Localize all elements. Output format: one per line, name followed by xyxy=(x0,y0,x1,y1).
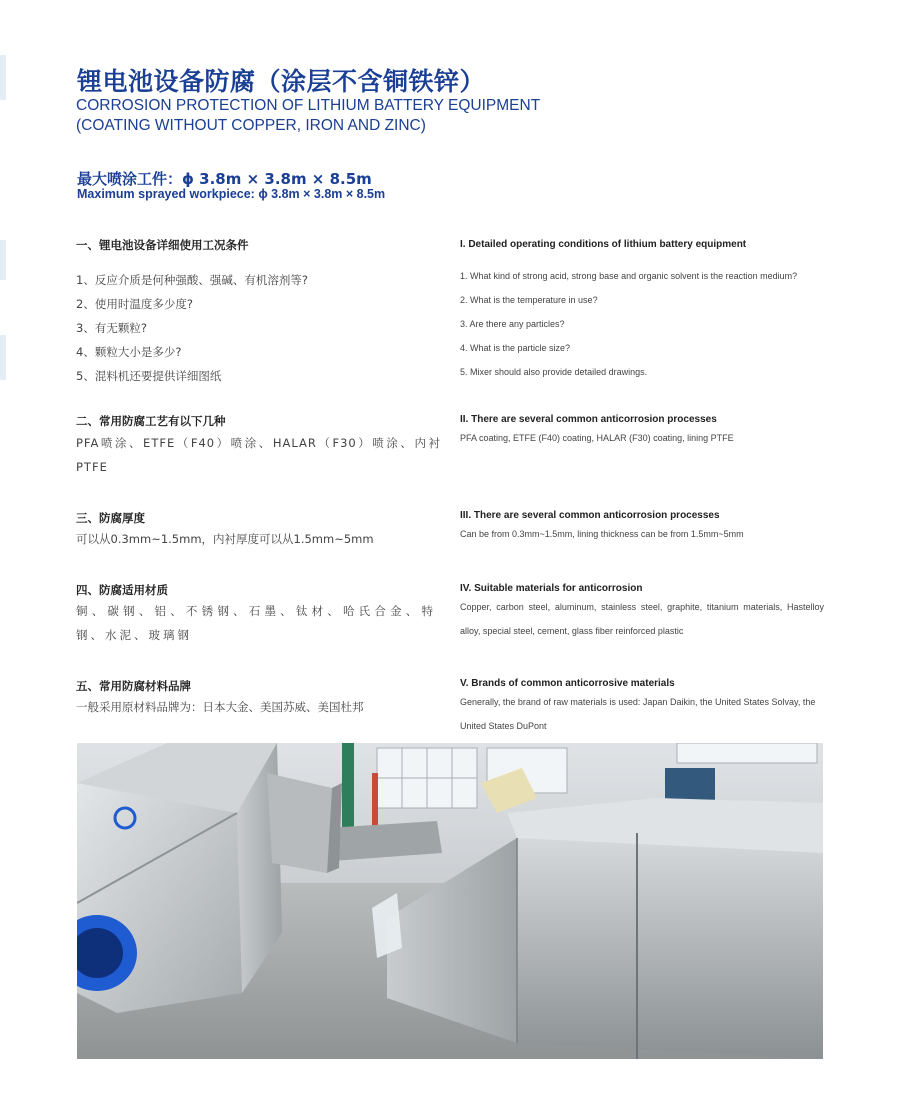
edge-decoration xyxy=(0,335,6,380)
section-heading: III. There are several common anticorrosion processes xyxy=(460,510,720,521)
section-heading: 一、锂电池设备详细使用工况条件 xyxy=(76,238,249,252)
subtitle-line-1: CORROSION PROTECTION OF LITHIUM BATTERY EQUIPMENT xyxy=(76,97,541,114)
section-text: PFA coating, ETFE (F40) coating, HALAR (F30) coating, lining PTFE xyxy=(460,433,734,443)
list-item: 4、颗粒大小是多少? xyxy=(76,345,182,359)
section-heading: IV. Suitable materials for anticorrosion xyxy=(460,583,643,594)
max-workpiece-en: Maximum sprayed workpiece: ϕ 3.8m × 3.8m × 8.5m xyxy=(77,187,386,201)
list-item: 3. Are there any particles? xyxy=(460,319,565,329)
section-5-en xyxy=(460,678,826,738)
list-item: 4. What is the particle size? xyxy=(460,343,571,353)
section-1-cn xyxy=(76,237,446,388)
list-item: 2、使用时温度多少度? xyxy=(76,297,193,311)
section-text: Copper, carbon steel, aluminum, stainless steel, graphite, titanium materials, Hastelloy alloy, special steel, cement, glass fiber reinforced plastic xyxy=(460,602,824,636)
subtitle-line-2: (COATING WITHOUT COPPER, IRON AND ZINC) xyxy=(76,117,426,134)
list-item: 1、反应介质是何种强酸、强碱、有机溶剂等? xyxy=(76,273,308,287)
list-item: 1. What kind of strong acid, strong base and organic solvent is the reaction medium? xyxy=(460,271,798,281)
section-4-en xyxy=(460,583,824,643)
section-heading: I. Detailed operating conditions of lithium battery equipment xyxy=(460,239,747,250)
section-3-cn xyxy=(76,510,446,551)
page-title: 锂电池设备防腐（涂层不含铜铁锌） xyxy=(77,67,486,96)
section-text: 一般采用原材料品牌为：日本大金、美国苏威、美国杜邦 xyxy=(76,700,364,714)
edge-decoration xyxy=(0,240,6,280)
list-item: 2. What is the temperature in use? xyxy=(460,295,598,305)
section-4-cn xyxy=(76,582,436,647)
section-1-en xyxy=(460,239,826,384)
factory-photo xyxy=(77,743,823,1059)
section-text: PFA喷涂、ETFE（F40）喷涂、HALAR（F30）喷涂、内衬PTFE xyxy=(76,436,441,474)
section-text: 铜、碳钢、铝、不锈钢、石墨、钛材、哈氏合金、特钢、水泥、玻璃钢 xyxy=(76,604,436,642)
section-heading: 三、防腐厚度 xyxy=(76,511,145,525)
section-2-en xyxy=(460,414,826,450)
section-heading: 四、防腐适用材质 xyxy=(76,583,168,597)
list-item: 5. Mixer should also provide detailed drawings. xyxy=(460,367,648,377)
section-heading: 二、常用防腐工艺有以下几种 xyxy=(76,414,226,428)
section-text: Can be from 0.3mm~1.5mm, lining thickness can be from 1.5mm~5mm xyxy=(460,529,744,539)
section-2-cn xyxy=(76,413,441,479)
section-3-en xyxy=(460,510,826,546)
section-5-cn xyxy=(76,678,446,719)
section-heading: 五、常用防腐材料品牌 xyxy=(76,679,191,693)
section-text: 可以从0.3mm~1.5mm，内衬厚度可以从1.5mm~5mm xyxy=(76,532,374,546)
max-workpiece-cn: 最大喷涂工件：ϕ 3.8m × 3.8m × 8.5m xyxy=(77,170,372,188)
edge-decoration xyxy=(0,55,6,100)
list-item: 3、有无颗粒? xyxy=(76,321,147,335)
page-subtitle xyxy=(76,96,540,136)
section-text: Generally, the brand of raw materials is used: Japan Daikin, the United States Solvay, the United States DuPont xyxy=(460,697,816,731)
list-item: 5、混料机还要提供详细图纸 xyxy=(76,369,222,383)
section-heading: II. There are several common anticorrosion processes xyxy=(460,414,717,425)
section-heading: V. Brands of common anticorrosive materials xyxy=(460,678,675,689)
